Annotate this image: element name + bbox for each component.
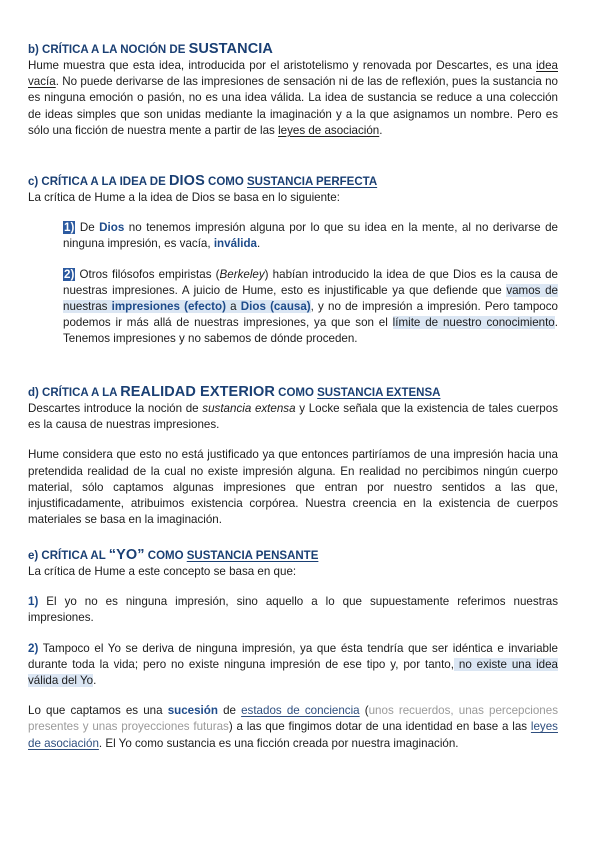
section-c-intro: La crítica de Hume a la idea de Dios se basa en lo siguiente:	[28, 191, 340, 204]
section-c-heading: c) CRÍTICA A LA IDEA DE DIOS COMO SUSTANCIA PERFECTA	[28, 173, 378, 189]
term-leyes-asociacion: leyes de asociación	[278, 123, 380, 137]
section-e-paragraph-3: Lo que captamos es una sucesión de estados de conciencia (unos recuerdos, unas percepciones presentes y unas proyecciones futuras) a las que fingimos dotar de una identidad en base a las leyes de asociación. El Yo como sustancia es una ficción creada por nuestra imaginación.	[28, 704, 558, 750]
term-estados-conciencia: estados de conciencia	[241, 704, 360, 718]
section-d-paragraph-2: Hume considera que esto no está justificado ya que entonces partiríamos de una impresión hacia una pretendida realidad de la cual no existe impresión alguna. En realidad no percibimos ningún cuerpo material, sólo captamos algunas impresiones que entran por nuestro sentidos a las que, injustificadamente, atribuimos existencia corpórea. Nuestra creencia en la existencia de cuerpos materiales se basa en la imaginación.	[28, 448, 558, 527]
section-b-paragraph: Hume muestra que esta idea, introducida por el aristotelismo y renovada por Descartes, es una idea vacía. No puede derivarse de las impresiones de sensación ni de las de reflexión, pues la sustancia no es ninguna emoción o pasión, no es una idea válida. La idea de sustancia se reduce a una colección de ideas simples que son unidas mediante la imaginación y a la que asignamos un nombre. Pero es sólo una ficción de nuestra mente a partir de las leyes de asociación.	[28, 59, 558, 137]
section-c	[28, 174, 558, 348]
term-leyes-asociacion-2: leyes de asociación	[28, 720, 558, 750]
section-e-intro: La crítica de Hume a este concepto se basa en que:	[28, 565, 297, 578]
section-e-heading: e) CRÍTICA AL “YO” COMO SUSTANCIA PENSANTE	[28, 547, 319, 563]
point-number-badge: 1)	[64, 221, 75, 235]
highlight-limite: límite de nuestro conocimiento	[392, 316, 555, 330]
term-idea-vacia: idea vacía	[28, 59, 558, 89]
section-e-point-1: 1) El yo no es ninguna impresión, sino aquello a lo que supuestamente referimos nuestras impresiones.	[28, 595, 558, 625]
section-b-heading: b) CRÍTICA A LA NOCIÓN DE SUSTANCIA	[28, 41, 273, 57]
section-d-paragraph-1: Descartes introduce la noción de sustancia extensa y Locke señala que la existencia de tales cuerpos es la causa de nuestras impresiones.	[28, 402, 558, 432]
point-number-badge: 2)	[64, 267, 75, 281]
section-c-point-1: 1) De Dios no tenemos impresión alguna por lo que su idea en la mente, al no derivarse de ninguna impresión, es vacía, inválida.	[63, 221, 559, 251]
section-c-point-2: 2) Otros filósofos empiristas (Berkeley) habían introducido la idea de que Dios es la causa de nuestras impresiones. A juicio de Hume, esto es injustificable ya que defiende que vamos de nuestras impresiones (efecto) a Dios (causa), y no de impresión a impresión. Pero tampoco podemos ir más allá de nuestras impresiones, ya que son el límite de nuestro conocimiento. Tenemos impresiones y no sabemos de dónde proceden.	[63, 267, 559, 346]
section-d	[28, 385, 558, 528]
section-e	[28, 548, 558, 752]
section-b	[28, 42, 558, 139]
section-e-point-2: 2) Tampoco el Yo se deriva de ninguna impresión, ya que ésta tendría que ser idéntica e invariable durante toda la vida; pero no existe ninguna impresión de ese tipo y, por tanto, no existe una idea válida del Yo.	[28, 641, 558, 688]
section-d-heading: d) CRÍTICA A LA REALIDAD EXTERIOR COMO SUSTANCIA EXTENSA	[28, 384, 441, 400]
